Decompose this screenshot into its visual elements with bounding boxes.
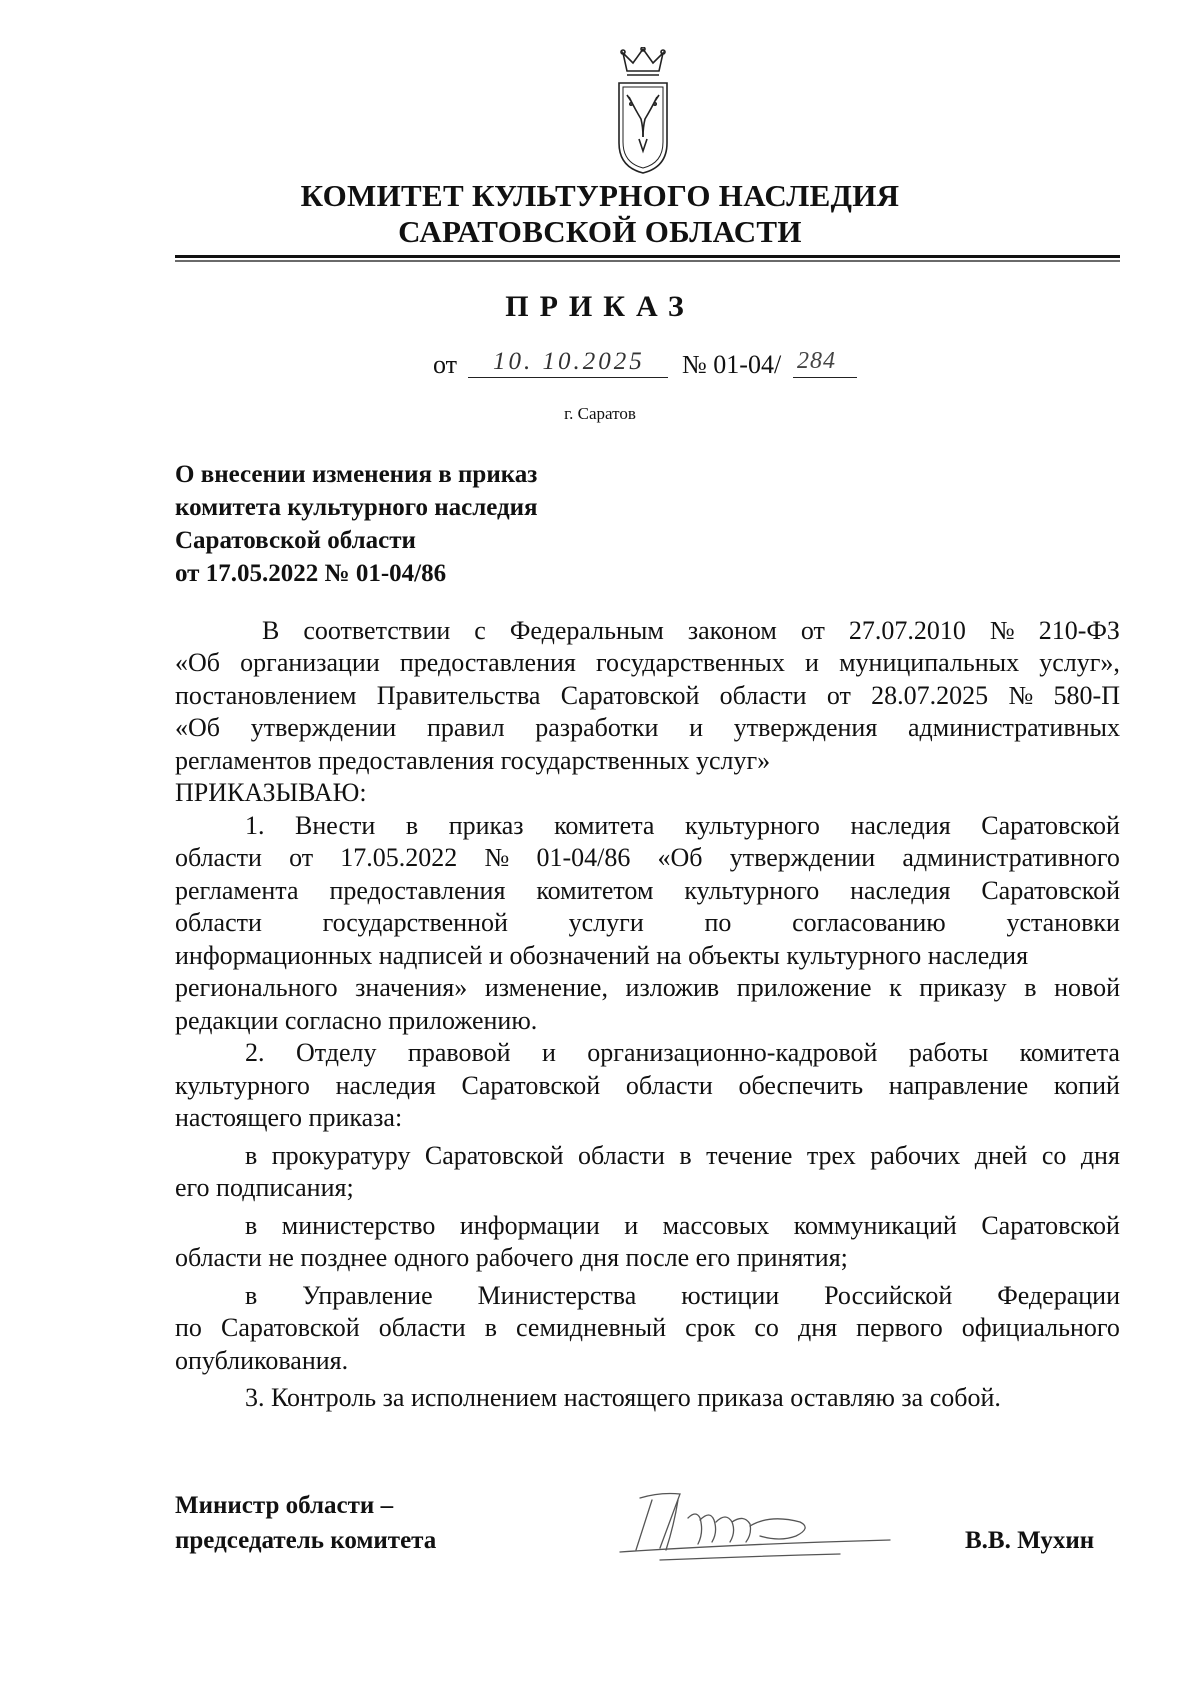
word: приказу bbox=[919, 973, 1007, 1002]
word: «Об bbox=[175, 713, 221, 742]
word: юстиции bbox=[681, 1281, 780, 1310]
word: по bbox=[175, 1313, 202, 1342]
word: и bbox=[689, 713, 704, 742]
word: официального bbox=[961, 1313, 1120, 1342]
word: Правительства bbox=[376, 681, 541, 710]
word: комитетом bbox=[536, 876, 654, 905]
word: наследия bbox=[850, 876, 951, 905]
word: Саратовской bbox=[981, 1211, 1120, 1240]
word: государственных bbox=[596, 648, 785, 677]
word: 210-ФЗ bbox=[1038, 616, 1120, 645]
word: «Об bbox=[175, 648, 221, 677]
subject-line: Саратовской области bbox=[175, 527, 416, 554]
word: утверждении bbox=[729, 843, 876, 872]
word: Федеральным bbox=[509, 616, 664, 645]
word: Управление bbox=[302, 1281, 433, 1310]
word: в bbox=[1024, 973, 1037, 1002]
city: г. Саратов bbox=[564, 404, 636, 423]
word: в bbox=[245, 1281, 258, 1310]
word: со bbox=[754, 1313, 779, 1342]
word: Отделу bbox=[295, 1038, 377, 1067]
item2-recipient-line bbox=[175, 1312, 1120, 1345]
word: рабочих bbox=[870, 1141, 961, 1170]
word: к bbox=[889, 973, 902, 1002]
organization-name-line1: КОМИТЕТ КУЛЬТУРНОГО НАСЛЕДИЯ bbox=[300, 178, 900, 213]
word: услуги bbox=[568, 908, 644, 937]
word: утверждении bbox=[250, 713, 397, 742]
word: культурного bbox=[175, 1071, 310, 1100]
item1-line bbox=[175, 907, 1120, 940]
word: от bbox=[826, 681, 851, 710]
word: информации bbox=[459, 1211, 600, 1240]
word: Российской bbox=[824, 1281, 953, 1310]
word: изменение, bbox=[484, 973, 608, 1002]
word: в bbox=[245, 1141, 258, 1170]
order-number-prefix: № 01-04/ bbox=[682, 350, 782, 379]
word: дня bbox=[1080, 1141, 1120, 1170]
word: области bbox=[625, 1071, 713, 1100]
word: комитета bbox=[1019, 1038, 1120, 1067]
word: области bbox=[578, 1141, 665, 1170]
word: соответствии bbox=[303, 616, 451, 645]
word: изложив bbox=[625, 973, 720, 1002]
subject-line: от 17.05.2022 № 01-04/86 bbox=[175, 560, 447, 587]
word: административного bbox=[902, 843, 1120, 872]
word: муниципальных bbox=[839, 648, 1020, 677]
handwritten-signature bbox=[600, 1470, 930, 1570]
word: министерство bbox=[281, 1211, 436, 1240]
word: Внести bbox=[295, 811, 376, 840]
word: административных bbox=[908, 713, 1120, 742]
item2-recipient-line bbox=[245, 1280, 1120, 1313]
word: «Об bbox=[657, 843, 703, 872]
subject-line: О внесении изменения в приказ bbox=[175, 461, 538, 488]
word: первого bbox=[856, 1313, 943, 1342]
word: 01-04/86 bbox=[536, 843, 631, 872]
word: постановлением bbox=[175, 681, 357, 710]
item3-line: 3. Контроль за исполнением настоящего приказа оставляю за собой. bbox=[245, 1383, 1001, 1412]
word: № bbox=[989, 616, 1015, 645]
signatory-name: В.В. Мухин bbox=[965, 1527, 1095, 1554]
word: области bbox=[719, 681, 807, 710]
word: приказ bbox=[448, 811, 524, 840]
coat-of-arms-icon bbox=[613, 47, 673, 177]
word: приложение bbox=[736, 973, 872, 1002]
word: Федерации bbox=[997, 1281, 1120, 1310]
word: 28.07.2025 bbox=[871, 681, 989, 710]
item1-line bbox=[175, 842, 1120, 875]
preamble-line bbox=[175, 680, 1120, 713]
word: правил bbox=[426, 713, 505, 742]
signatory-position: председатель комитета bbox=[175, 1527, 437, 1554]
word: коммуникаций bbox=[793, 1211, 957, 1240]
word: государственной bbox=[322, 908, 508, 937]
item2-recipient-line: опубликования. bbox=[175, 1346, 349, 1375]
word: Министерства bbox=[477, 1281, 637, 1310]
subject-line: комитета культурного наследия bbox=[175, 494, 538, 521]
word: № bbox=[1008, 681, 1034, 710]
organization-name-line2: САРАТОВСКОЙ ОБЛАСТИ bbox=[398, 214, 802, 249]
word: копий bbox=[1053, 1071, 1120, 1100]
word: законом bbox=[687, 616, 777, 645]
word: срок bbox=[685, 1313, 736, 1342]
word: 580-П bbox=[1053, 681, 1120, 710]
word: 27.07.2010 bbox=[848, 616, 966, 645]
word: Саратовской bbox=[981, 876, 1120, 905]
word: № bbox=[484, 843, 510, 872]
word: комитета bbox=[554, 811, 655, 840]
word: от bbox=[800, 616, 825, 645]
item2-recipient-line bbox=[245, 1210, 1120, 1243]
header-divider bbox=[175, 254, 1120, 264]
word: дня bbox=[797, 1313, 838, 1342]
word: новой bbox=[1054, 973, 1120, 1002]
word: культурного bbox=[684, 811, 820, 840]
word: установки bbox=[1006, 908, 1120, 937]
word: и bbox=[805, 648, 819, 677]
word: разработки bbox=[535, 713, 659, 742]
item2-recipient-line bbox=[245, 1140, 1120, 1173]
word: и bbox=[541, 1038, 556, 1067]
word: работы bbox=[908, 1038, 989, 1067]
word: организационно-кадровой bbox=[587, 1038, 878, 1067]
item2-line bbox=[175, 1070, 1120, 1103]
word: в bbox=[679, 1141, 692, 1170]
word: в bbox=[245, 1211, 258, 1240]
order-date-handwritten: 10. 10.2025 bbox=[493, 348, 645, 375]
word: предоставления bbox=[399, 648, 576, 677]
word: в bbox=[405, 811, 419, 840]
date-label: от bbox=[433, 350, 458, 379]
item1-line bbox=[175, 875, 1120, 908]
item2-line: настоящего приказа: bbox=[175, 1103, 403, 1132]
order-number-handwritten: 284 bbox=[797, 348, 836, 374]
word: регионального bbox=[175, 973, 338, 1002]
word: культурного bbox=[684, 876, 820, 905]
word: Саратовской bbox=[461, 1071, 601, 1100]
word: прокуратуру bbox=[271, 1141, 411, 1170]
item1-line bbox=[245, 810, 1120, 843]
word: услуг», bbox=[1039, 648, 1120, 677]
item1-line bbox=[175, 972, 1120, 1005]
preamble-line: регламентов предоставления государственных услуг» bbox=[175, 746, 771, 775]
item1-line: информационных надписей и обозначений на объекты культурного наследия bbox=[175, 941, 1029, 970]
word: Саратовской bbox=[424, 1141, 564, 1170]
word: Саратовской bbox=[560, 681, 700, 710]
document-title: ПРИКАЗ bbox=[505, 290, 695, 323]
word: в bbox=[484, 1313, 497, 1342]
word: правовой bbox=[407, 1038, 511, 1067]
word: со bbox=[1041, 1141, 1067, 1170]
number-underline bbox=[793, 377, 857, 378]
item2-recipient-line: области не позднее одного рабочего дня после его принятия; bbox=[175, 1243, 848, 1272]
item2-recipient-line: его подписания; bbox=[175, 1173, 354, 1202]
word: трех bbox=[806, 1141, 856, 1170]
word: области bbox=[175, 843, 262, 872]
word: и bbox=[624, 1211, 639, 1240]
word: организации bbox=[240, 648, 380, 677]
word: В bbox=[262, 616, 280, 645]
word: утверждения bbox=[733, 713, 878, 742]
preamble-line bbox=[175, 647, 1120, 680]
word: с bbox=[474, 616, 486, 645]
word: направление bbox=[888, 1071, 1029, 1100]
preamble-line bbox=[262, 615, 1120, 648]
item1-line: редакции согласно приложению. bbox=[175, 1006, 538, 1035]
word: по bbox=[704, 908, 732, 937]
word: значения» bbox=[355, 973, 468, 1002]
word: 17.05.2022 bbox=[340, 843, 458, 872]
item2-line bbox=[245, 1037, 1120, 1070]
word: дней bbox=[974, 1141, 1028, 1170]
word: Саратовской bbox=[220, 1313, 360, 1342]
word: области bbox=[175, 908, 262, 937]
word: от bbox=[289, 843, 314, 872]
word: семидневный bbox=[516, 1313, 667, 1342]
date-underline bbox=[468, 377, 668, 378]
preamble-line bbox=[175, 712, 1120, 745]
word: обеспечить bbox=[738, 1071, 864, 1100]
word: наследия bbox=[335, 1071, 436, 1100]
word: области bbox=[378, 1313, 466, 1342]
word: предоставления bbox=[329, 876, 506, 905]
signatory-position: Министр области – bbox=[175, 1492, 394, 1519]
word: 2. bbox=[245, 1038, 265, 1067]
word: течение bbox=[706, 1141, 793, 1170]
word: регламента bbox=[175, 876, 299, 905]
order-word: ПРИКАЗЫВАЮ: bbox=[175, 778, 367, 807]
word: наследия bbox=[850, 811, 951, 840]
word: 1. bbox=[245, 811, 265, 840]
word: Саратовской bbox=[981, 811, 1120, 840]
word: согласованию bbox=[792, 908, 946, 937]
word: массовых bbox=[662, 1211, 770, 1240]
